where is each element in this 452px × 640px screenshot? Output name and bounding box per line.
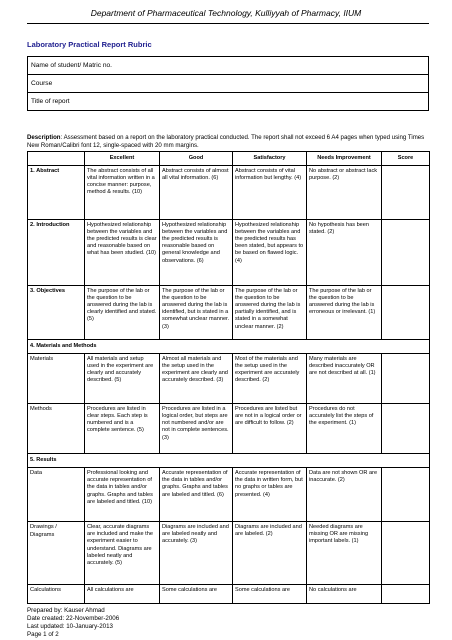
info-field-course: Course (28, 75, 429, 93)
rubric-row (28, 286, 430, 340)
last-updated: Last updated: 10-January-2013 (27, 622, 113, 630)
rubric-row (28, 166, 430, 220)
footer (27, 607, 119, 639)
rubric-row (28, 404, 430, 454)
excellent-cell: Professional looking and accurate representation of the data in tables and/or graphs. Graphs and tables are labeled and titled. (10) (85, 468, 160, 522)
info-field-name: Name of student/ Matric no. (28, 57, 429, 75)
header-divider (27, 23, 429, 24)
good-cell: The purpose of the lab or the question to be answered during the lab is identified, but is stated in a somewhat unclear manner. (3) (160, 286, 233, 340)
rubric-table (27, 151, 430, 604)
needs-improvement-cell: Procedures do not accurately list the steps of the experiment. (1) (307, 404, 382, 454)
rubric-header-row (28, 152, 430, 166)
excellent-cell: Procedures are listed in clear steps. Each step is numbered and is a complete sentence. (5) (85, 404, 160, 454)
rubric-row (28, 522, 430, 585)
score-cell (382, 522, 430, 585)
rubric-criterion: Methods (28, 404, 85, 454)
score-cell (382, 166, 430, 220)
prepared-by: Prepared by: Kauser Ahmad (27, 607, 105, 614)
rubric-section-row (28, 454, 430, 468)
good-cell: Hypothesized relationship between the variables and the predicted results is reasonable based on general knowledge and observations. (6) (160, 220, 233, 286)
rubric-criterion: Data (28, 468, 85, 522)
column-header-satisfactory: Satisfactory (233, 152, 307, 166)
column-header-needs-improvement: Needs Improvement (307, 152, 382, 166)
score-cell (382, 585, 430, 604)
rubric-criterion: Materials (28, 354, 85, 404)
satisfactory-cell: Accurate representation of the data in written form, but no graphs or tables are presented. (4) (233, 468, 307, 522)
rubric-row (28, 468, 430, 522)
info-row (28, 75, 429, 93)
column-header-excellent: Excellent (85, 152, 160, 166)
rubric-criterion: 3. Objectives (28, 286, 85, 340)
column-header-criterion (28, 152, 85, 166)
score-cell (382, 220, 430, 286)
excellent-cell: All materials and setup used in the experiment are clearly and accurately described. (5) (85, 354, 160, 404)
date-created: Date created: 22-November-2006 (27, 614, 120, 622)
score-cell (382, 468, 430, 522)
satisfactory-cell: Diagrams are included and are labeled. (2) (233, 522, 307, 585)
satisfactory-cell: Procedures are listed but are not in a logical order or are difficult to follow. (2) (233, 404, 307, 454)
excellent-cell: Clear, accurate diagrams are included and make the experiment easier to understand. Diagrams are labeled neatly and accurately. (5) (85, 522, 160, 585)
rubric-body (28, 166, 430, 604)
needs-improvement-cell: Data are not shown OR are inaccurate. (2) (307, 468, 382, 522)
rubric-row (28, 585, 430, 604)
student-info-table (27, 56, 429, 111)
good-cell: Some calculations are (160, 585, 233, 604)
satisfactory-cell: Some calculations are (233, 585, 307, 604)
needs-improvement-cell: Needed diagrams are missing OR are missing important labels. (1) (307, 522, 382, 585)
description (27, 134, 427, 149)
rubric-criterion: Calculations (28, 585, 85, 604)
info-field-report-title: Title of report (28, 93, 429, 111)
satisfactory-cell: Most of the materials and the setup used in the experiment are accurately described. (2) (233, 354, 307, 404)
info-row (28, 93, 429, 111)
rubric-row (28, 220, 430, 286)
rubric-section-label: 5. Results (28, 454, 430, 468)
satisfactory-cell: The purpose of the lab or the question to be answered during the lab is partially identified, and is stated in a somewhat unclear manner. (2) (233, 286, 307, 340)
rubric-row (28, 354, 430, 404)
good-cell: Procedures are listed in a logical order, but steps are not numbered and/or are not in complete sentences. (3) (160, 404, 233, 454)
good-cell: Almost all materials and the setup used in the experiment are clearly and accurately described. (3) (160, 354, 233, 404)
satisfactory-cell: Abstract consists of vital information but lengthy. (4) (233, 166, 307, 220)
description-text: : Assessment based on a report on the laboratory practical conducted. The report shall not exceed 6 A4 pages when typed using Times New Roman/Calibri font 12, single-spaced with 20 mm margins. (27, 134, 425, 149)
needs-improvement-cell: No abstract or abstract lack purpose. (2) (307, 166, 382, 220)
page-header: Department of Pharmaceutical Technology, Kulliyyah of Pharmacy, IIUM (90, 8, 362, 18)
needs-improvement-cell: No calculations are (307, 585, 382, 604)
page-number: Page 1 of 2 (27, 630, 59, 638)
score-cell (382, 404, 430, 454)
needs-improvement-cell: Many materials are described inaccurately OR are not described at all. (1) (307, 354, 382, 404)
document-title: Laboratory Practical Report Rubric (27, 40, 152, 49)
rubric-section-row (28, 340, 430, 354)
excellent-cell: The purpose of the lab or the question to be answered during the lab is clearly identified and stated. (5) (85, 286, 160, 340)
needs-improvement-cell: No hypothesis has been stated. (2) (307, 220, 382, 286)
description-label: Description (27, 134, 61, 141)
score-cell (382, 354, 430, 404)
rubric-criterion: 1. Abstract (28, 166, 85, 220)
column-header-score: Score (382, 152, 430, 166)
rubric-criterion: 2. Introduction (28, 220, 85, 286)
column-header-good: Good (160, 152, 233, 166)
satisfactory-cell: Hypothesized relationship between the variables and the predicted results has been stated, but appears to be based on flawed logic. (4) (233, 220, 307, 286)
good-cell: Diagrams are included and are labeled neatly and accurately. (3) (160, 522, 233, 585)
excellent-cell: The abstract consists of all vital information written in a concise manner: purpose, method & results. (10) (85, 166, 160, 220)
needs-improvement-cell: The purpose of the lab or the question to be answered during the lab is erroneous or irrelevant. (1) (307, 286, 382, 340)
excellent-cell: Hypothesized relationship between the variables and the predicted results is clear and reasonable based on what has been studied. (10) (85, 220, 160, 286)
rubric-criterion: Drawings / Diagrams (28, 522, 85, 585)
excellent-cell: All calculations are (85, 585, 160, 604)
rubric-section-label: 4. Materials and Methods (28, 340, 430, 354)
good-cell: Accurate representation of the data in tables and/or graphs. Graphs and tables are labeled and titled. (6) (160, 468, 233, 522)
info-row (28, 57, 429, 75)
good-cell: Abstract consists of almost all vital information. (6) (160, 166, 233, 220)
score-cell (382, 286, 430, 340)
